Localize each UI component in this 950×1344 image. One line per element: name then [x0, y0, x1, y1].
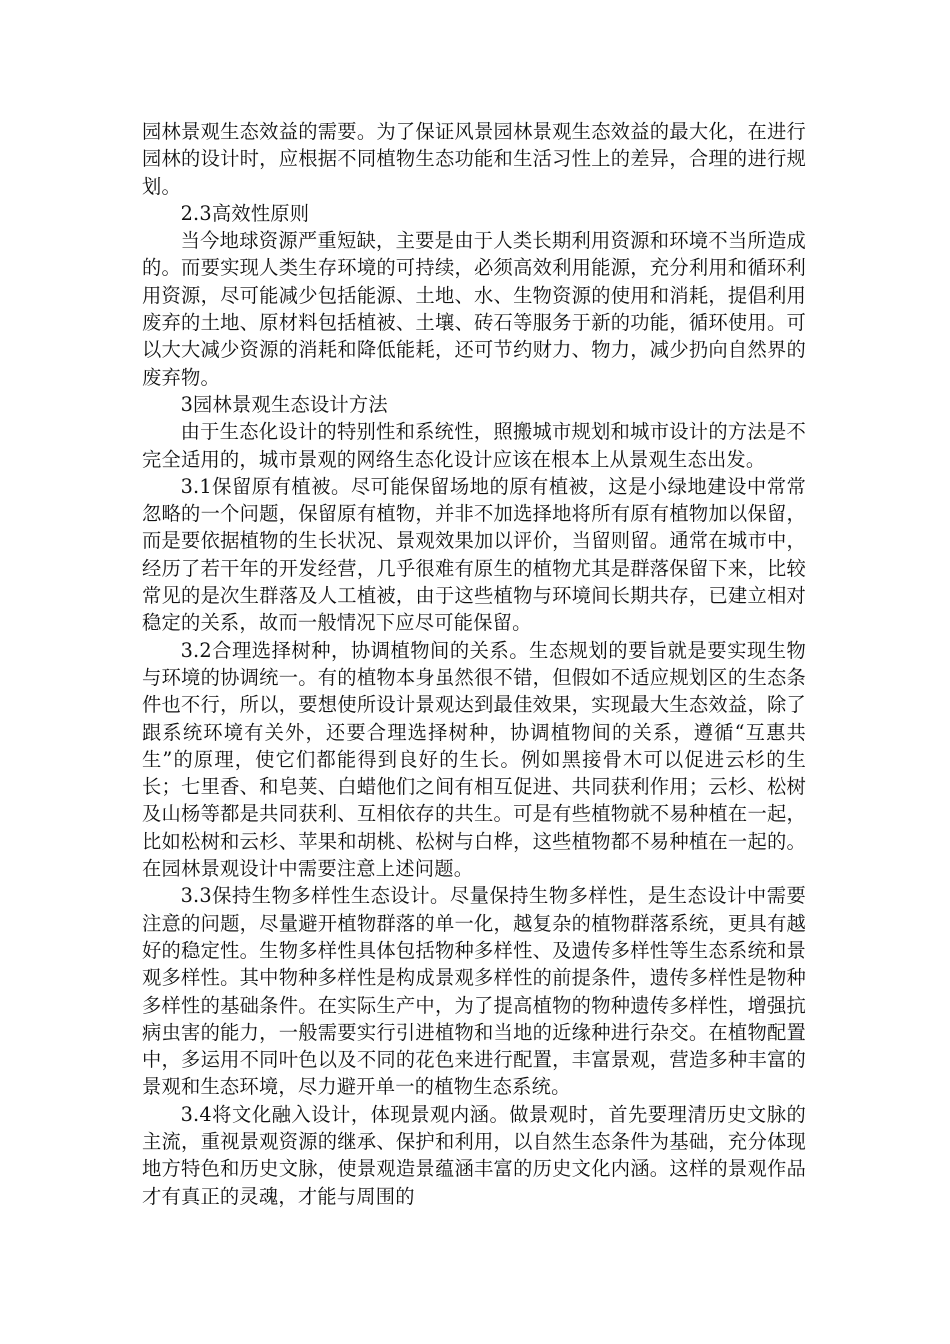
section-heading-3: 3园林景观生态设计方法 [180, 392, 388, 416]
paragraph-3-2: 3.2合理选择树种，协调植物间的关系。生态规划的要旨就是要实现生物与环境的协调统一。有的植物本身虽然很不错，但假如不适应规划区的生态条件也不行，所以，要想使所设计景观达到最佳效果，实现最大生态效益，除了跟系统环境有关外，还要合理选择树种，协调植物间的关系，遵循“互惠共生”的原理，使它们都能得到良好的生长。例如黑接骨木可以促进云杉的生长；七里香、和皂荚、白蜡他们之间有相互促进、共同获利作用；云杉、松树及山杨等都是共同获利、互相依存的共生。可是有些植物就不易种植在一起，比如松树和云杉、苹果和胡桃、松树与白桦，这些植物都不易种植在一起的。在园林景观设计中需要注意上述问题。 [142, 638, 806, 881]
paragraph-3-3: 3.3保持生物多样性生态设计。尽量保持生物多样性，是生态设计中需要注意的问题，尽量避开植物群落的单一化，越复杂的植物群落系统，更具有越好的稳定性。生物多样性具体包括物种多样性、及遗传多样性等生态系统和景观多样性。其中物种多样性是构成景观多样性的前提条件，遗传多样性是物种多样性的基础条件。在实际生产中，为了提高植物的物种遗传多样性，增强抗病虫害的能力，一般需要实行引进植物和当地的近缘种进行杂交。在植物配置中，多运用不同叶色以及不同的花色来进行配置，丰富景观，营造多种丰富的景观和生态环境，尽力避开单一的植物生态系统。 [142, 884, 806, 1099]
paragraph-3-1: 3.1保留原有植被。尽可能保留场地的原有植被，这是小绿地建设中常常忽略的一个问题，保留原有植物，并非不加选择地将所有原有植物加以保留，而是要依据植物的生长状况、景观效果加以评价，当留则留。通常在城市中，经历了若干年的开发经营，几乎很难有原生的植物尤其是群落保留下来，比较常见的是次生群落及人工植被，由于这些植物与环境间长期共存，已建立相对稳定的关系，故而一般情况下应尽可能保留。 [142, 474, 806, 635]
paragraph-methods-intro: 由于生态化设计的特别性和系统性，照搬城市规划和城市设计的方法是不完全适用的，城市景观的网络生态化设计应该在根本上从景观生态出发。 [142, 420, 806, 471]
document-page [142, 118, 806, 1210]
paragraph-efficiency: 当今地球资源严重短缺，主要是由于人类长期利用资源和环境不当所造成的。而要实现人类生存环境的可持续，必须高效利用能源，充分利用和循环利用资源，尽可能减少包括能源、土地、水、生物资源的使用和消耗，提倡利用废弃的土地、原材料包括植被、土壤、砖石等服务于新的功能，循环使用。可以大大减少资源的消耗和降低能耗，还可节约财力、物力，减少扔向自然界的废弃物。 [142, 229, 806, 389]
section-heading-2-3: 2.3高效性原则 [180, 201, 310, 225]
paragraph-continuation: 园林景观生态效益的需要。为了保证风景园林景观生态效益的最大化，在进行园林的设计时，应根据不同植物生态功能和生活习性上的差异，合理的进行规划。 [142, 120, 806, 198]
paragraph-3-4: 3.4将文化融入设计，体现景观内涵。做景观时，首先要理清历史文脉的主流，重视景观资源的继承、保护和利用，以自然生态条件为基础，充分体现地方特色和历史文脉，使景观造景蕴涵丰富的历史文化内涵。这样的景观作品才有真正的灵魂，才能与周围的 [142, 1102, 806, 1208]
